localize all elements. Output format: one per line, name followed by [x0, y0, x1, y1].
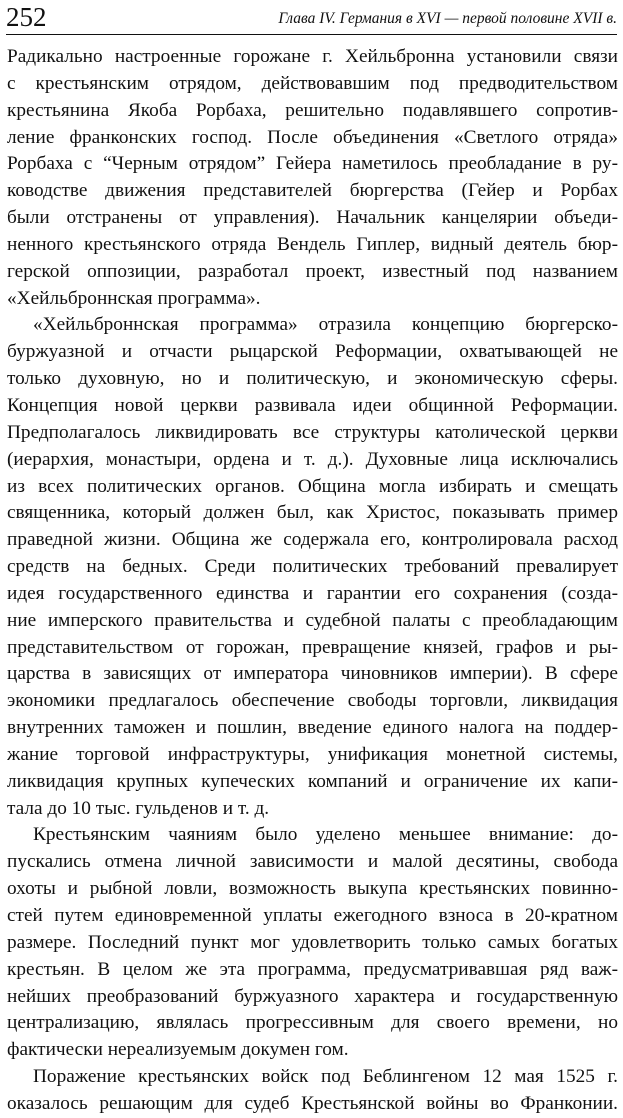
text-line: ненного крестьянского отряда Вендель Гиплер, видный деятель бюр- [7, 233, 618, 255]
text-line: крестьянина Якоба Рорбаха, решительно подавлявшего сопротив- [7, 99, 618, 121]
running-head: Глава IV. Германия в XVI — первой половине XVII в. [278, 10, 617, 27]
page-header [6, 2, 617, 35]
text-line: были отстранены от управления). Начальник канцелярии объеди- [7, 207, 618, 229]
text-line: средств на бедных. Среди политических требований превалирует [7, 556, 618, 578]
text-line: Концепция новой церкви развивала идеи общинной Реформации. [7, 394, 618, 416]
text-line: фактически нереализуемым докумен гом. [7, 1039, 349, 1061]
text-line: Предполагалось ликвидировать все структуры католической церкви [7, 421, 618, 443]
paragraph [7, 44, 618, 312]
text-line: с крестьянским отрядом, действовавшим под предводительством [7, 72, 618, 94]
text-line: (иерархия, монастыри, ордена и т. д.). Духовные лица исключались [7, 448, 618, 470]
text-line: Рорбаха с “Черным отрядом” Гейера наметилось преобладание в ру- [7, 153, 618, 175]
text-line: только духовную, но и политическую, и экономическую сферы. [7, 368, 618, 390]
text-line: Крестьянским чаяниям было уделено меньшее внимание: до- [33, 824, 618, 846]
paragraph [7, 1064, 618, 1118]
text-line: экономики предлагалось обеспечение свободы торговли, ликвидация [7, 690, 618, 712]
text-line: внутренних таможен и пошлин, введение единого налога на поддер- [7, 717, 618, 739]
text-line: представительством от горожан, превращение князей, графов и ры- [7, 636, 618, 658]
text-line: ководстве движения представителей бюргерства (Гейер и Рорбах [7, 180, 618, 202]
text-line: ликвидация крупных купеческих компаний и ограничение их капи- [7, 770, 618, 792]
text-line: «Хейльброннская программа» отразила концепцию бюргерско- [33, 314, 618, 336]
text-line: священника, который должен был, как Христос, показывать пример [7, 502, 618, 524]
text-line: «Хейльброннская программа». [7, 287, 261, 309]
text-line: тала до 10 тыс. гульденов и т. д. [7, 797, 270, 819]
text-line: царства в зависящих от императора чиновников империи). В сфере [7, 663, 618, 685]
paragraph [7, 312, 618, 822]
text-line: ние имперского правительства и судебной палаты с преобладающим [7, 609, 618, 631]
paragraph [7, 822, 618, 1064]
text-line: ление франконских господ. После объединения «Светлого отряда» [7, 126, 618, 148]
text-line: размере. Последний пункт мог удовлетворить только самых богатых [7, 931, 618, 953]
body-text [7, 44, 618, 1118]
text-line: централизацию, являлась прогрессивным для своего времени, но [7, 1012, 618, 1034]
text-line: Поражение крестьянских войск под Беблингеном 12 мая 1525 г. [33, 1066, 618, 1088]
text-line: герской оппозиции, разработал проект, известный под названием [7, 260, 618, 282]
text-line: из всех политических органов. Община могла избирать и смещать [7, 475, 618, 497]
text-line: жание торговой инфраструктуры, унификация монетной системы, [7, 743, 618, 765]
page-number: 252 [6, 2, 47, 32]
text-line: пускались отмена личной зависимости и малой десятины, свобода [7, 851, 618, 873]
text-line: праведной жизни. Община же содержала его, контролировала расход [7, 529, 618, 551]
text-line: крестьян. В целом же эта программа, предусматривавшая ряд важ- [7, 958, 618, 980]
text-line: буржуазной и отчасти рыцарской Реформации, охватывающей не [7, 341, 618, 363]
text-line: Радикально настроенные горожане г. Хейльбронна установили связи [7, 46, 618, 67]
text-line: оказалось решающим для судеб Крестьянской войны во Франконии. [7, 1092, 618, 1114]
text-line: стей путем единовременной уплаты ежегодного взноса в 20-кратном [7, 905, 618, 926]
text-line: охоты и рыбной ловли, возможность выкупа крестьянских повинно- [7, 878, 618, 900]
text-line: нейших преобразований буржуазного характера и государственную [7, 985, 618, 1007]
text-line: идея государственного единства и гарантии его сохранения (созда- [7, 582, 618, 604]
